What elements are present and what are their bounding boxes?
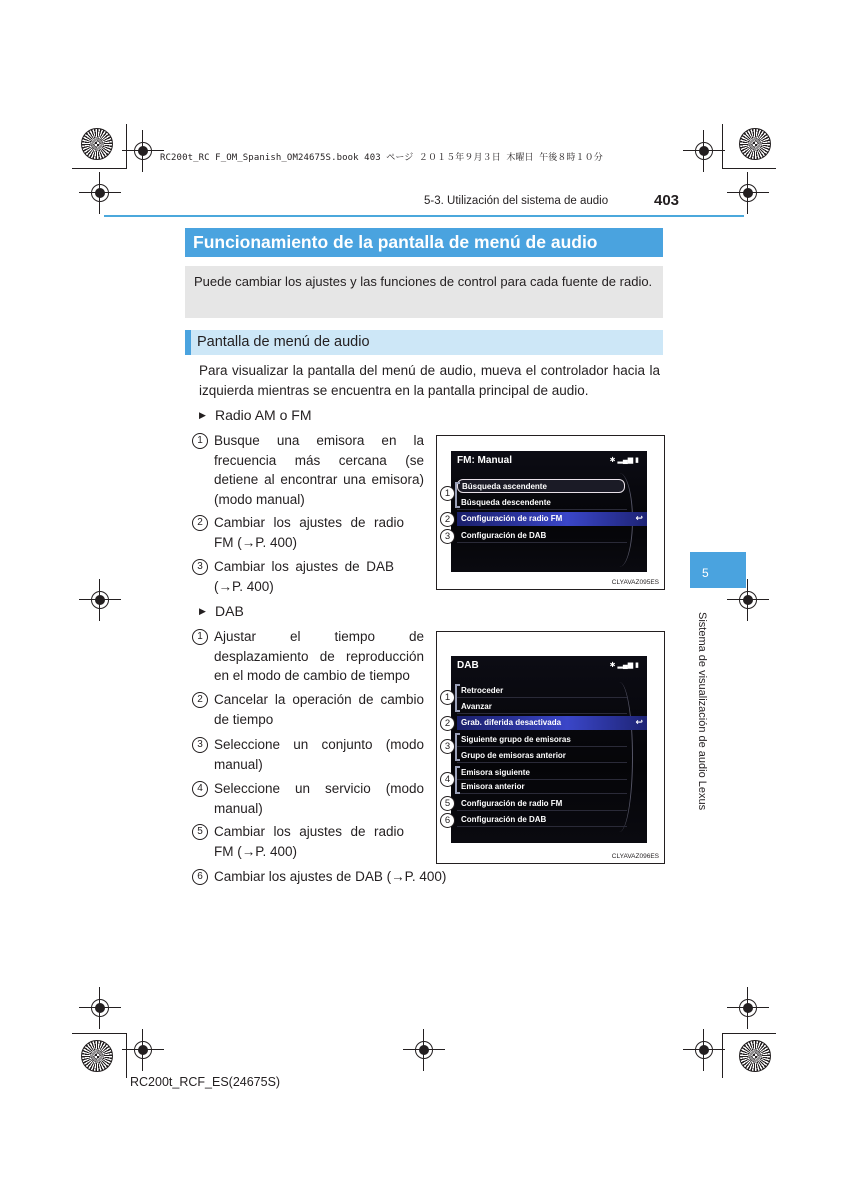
callout-badge: 6 — [440, 813, 455, 828]
crop-line — [126, 1033, 127, 1078]
menu-row[interactable]: Avanzar — [457, 700, 627, 714]
page-number: 403 — [654, 192, 680, 209]
page-title: Funcionamiento de la pantalla de menú de audio — [185, 228, 663, 257]
callout-badge: 4 — [440, 772, 455, 787]
menu-row[interactable]: Búsqueda ascendente — [457, 479, 625, 493]
print-starburst-mark — [81, 1040, 113, 1072]
callout-badge: 3 — [440, 529, 455, 544]
number-badge: 6 — [192, 869, 208, 885]
bullet-heading-dab — [199, 601, 244, 621]
callout-badge: 3 — [440, 739, 455, 754]
menu-row[interactable]: Configuración de radio FM — [457, 512, 647, 526]
callout-badge: 5 — [440, 796, 455, 811]
menu-row[interactable]: Retroceder — [457, 684, 627, 698]
screen-title: DAB — [457, 660, 479, 671]
back-arrow-icon[interactable]: ↩ — [635, 717, 643, 727]
registration-mark — [87, 180, 113, 206]
number-badge: 3 — [192, 559, 208, 575]
footer-code: RC200t_RCF_ES(24675S) — [130, 1075, 281, 1089]
screenshot-panel-fm — [436, 435, 665, 590]
registration-mark — [130, 1037, 156, 1063]
print-starburst-mark — [739, 128, 771, 160]
list-item-text: Cancelar la operación de cambio de tiempo — [214, 692, 424, 727]
menu-row[interactable]: Configuración de radio FM — [457, 797, 627, 811]
crop-line — [722, 1033, 776, 1034]
header-rule — [104, 215, 744, 217]
back-arrow-icon[interactable]: ↩ — [635, 513, 643, 523]
list-item-text: Seleccione un conjunto (modo manual) — [214, 737, 424, 772]
menu-row[interactable]: Emisora siguiente — [457, 766, 627, 780]
number-badge: 1 — [192, 433, 208, 449]
registration-mark — [735, 587, 761, 613]
number-badge: 2 — [192, 692, 208, 708]
registration-mark — [411, 1037, 437, 1063]
print-starburst-mark — [739, 1040, 771, 1072]
list-item-text: Ajustar el tiempo de desplazamiento de reproducción en el modo de cambio de tiempo — [214, 629, 424, 683]
body-paragraph: Para visualizar la pantalla del menú de audio, mueva el controlador hacia la izquierda mientras se encuentra en la pantalla principal de audio. — [199, 363, 660, 398]
crop-line — [722, 168, 776, 169]
number-badge: 4 — [192, 781, 208, 797]
callout-bracket — [455, 733, 460, 761]
list-item-text: Cambiar los ajustes de DAB (→P. 400) — [214, 869, 447, 884]
list-item-text: Cambiar los ajustes de radio FM (→P. 400) — [214, 824, 404, 859]
registration-mark — [87, 587, 113, 613]
crop-line — [126, 124, 127, 169]
callout-badge: 2 — [440, 716, 455, 731]
running-header-section: 5-3. Utilización del sistema de audio — [424, 195, 609, 207]
number-badge: 2 — [192, 515, 208, 531]
dab-menu-screen — [451, 656, 647, 843]
registration-mark — [735, 995, 761, 1021]
menu-row[interactable]: Búsqueda descendente — [457, 496, 627, 510]
registration-mark — [735, 180, 761, 206]
figure-code: CLYAVAZ095ES — [611, 579, 659, 586]
menu-row[interactable]: Configuración de DAB — [457, 529, 627, 543]
crop-line — [72, 168, 126, 169]
menu-row[interactable]: Configuración de DAB — [457, 813, 627, 827]
callout-badge: 2 — [440, 512, 455, 527]
menu-row[interactable]: Siguiente grupo de emisoras — [457, 733, 627, 747]
intro-box: Puede cambiar los ajustes y las funciones de control para cada fuente de radio. — [185, 266, 663, 318]
fm-menu-screen — [451, 451, 647, 572]
callout-bracket — [455, 482, 460, 508]
triangle-bullet-icon: ▶ — [199, 410, 206, 420]
chapter-tab: 5 — [690, 552, 746, 588]
status-icons: ✱ ▂▄▆ ▮ — [609, 662, 639, 669]
list-item-text: Cambiar los ajustes de DAB (→P. 400) — [214, 559, 394, 594]
triangle-bullet-icon: ▶ — [199, 606, 206, 616]
callout-bracket — [455, 766, 460, 794]
registration-mark — [130, 138, 156, 164]
section-heading: Pantalla de menú de audio — [185, 330, 663, 355]
bullet-label: Radio AM o FM — [215, 407, 312, 423]
screen-title: FM: Manual — [457, 455, 512, 466]
crop-line — [722, 124, 723, 169]
menu-row[interactable]: Grupo de emisoras anterior — [457, 749, 627, 763]
print-starburst-mark — [81, 128, 113, 160]
registration-mark — [87, 995, 113, 1021]
status-icons: ✱ ▂▄▆ ▮ — [609, 457, 639, 464]
callout-bracket — [455, 684, 460, 712]
number-badge: 5 — [192, 824, 208, 840]
menu-row[interactable]: Emisora anterior — [457, 780, 627, 794]
callout-badge: 1 — [440, 690, 455, 705]
bullet-label: DAB — [215, 603, 244, 619]
registration-mark — [691, 138, 717, 164]
crop-line — [72, 1033, 126, 1034]
chapter-title-vertical: Sistema de visualización de audio Lexus — [696, 612, 708, 811]
callout-badge: 1 — [440, 486, 455, 501]
menu-row[interactable]: Grab. diferida desactivada — [457, 716, 647, 730]
figure-code: CLYAVAZ096ES — [611, 853, 659, 860]
list-item-text: Seleccione un servicio (modo manual) — [214, 781, 424, 816]
print-imprint: RC200t_RC F_OM_Spanish_OM24675S.book 403 ページ ２０１５年９月３日 木曜日 午後８時１０分 — [160, 153, 603, 163]
screenshot-panel-dab — [436, 631, 665, 864]
list-item-text: Busque una emisora en la frecuencia más cercana (se detiene al encontrar una emisora) (modo manual) — [214, 433, 424, 507]
list-item-text: Cambiar los ajustes de radio FM (→P. 400) — [214, 515, 404, 550]
registration-mark — [691, 1037, 717, 1063]
crop-line — [722, 1033, 723, 1078]
number-badge: 3 — [192, 737, 208, 753]
bullet-heading-am-fm — [199, 405, 311, 425]
number-badge: 1 — [192, 629, 208, 645]
